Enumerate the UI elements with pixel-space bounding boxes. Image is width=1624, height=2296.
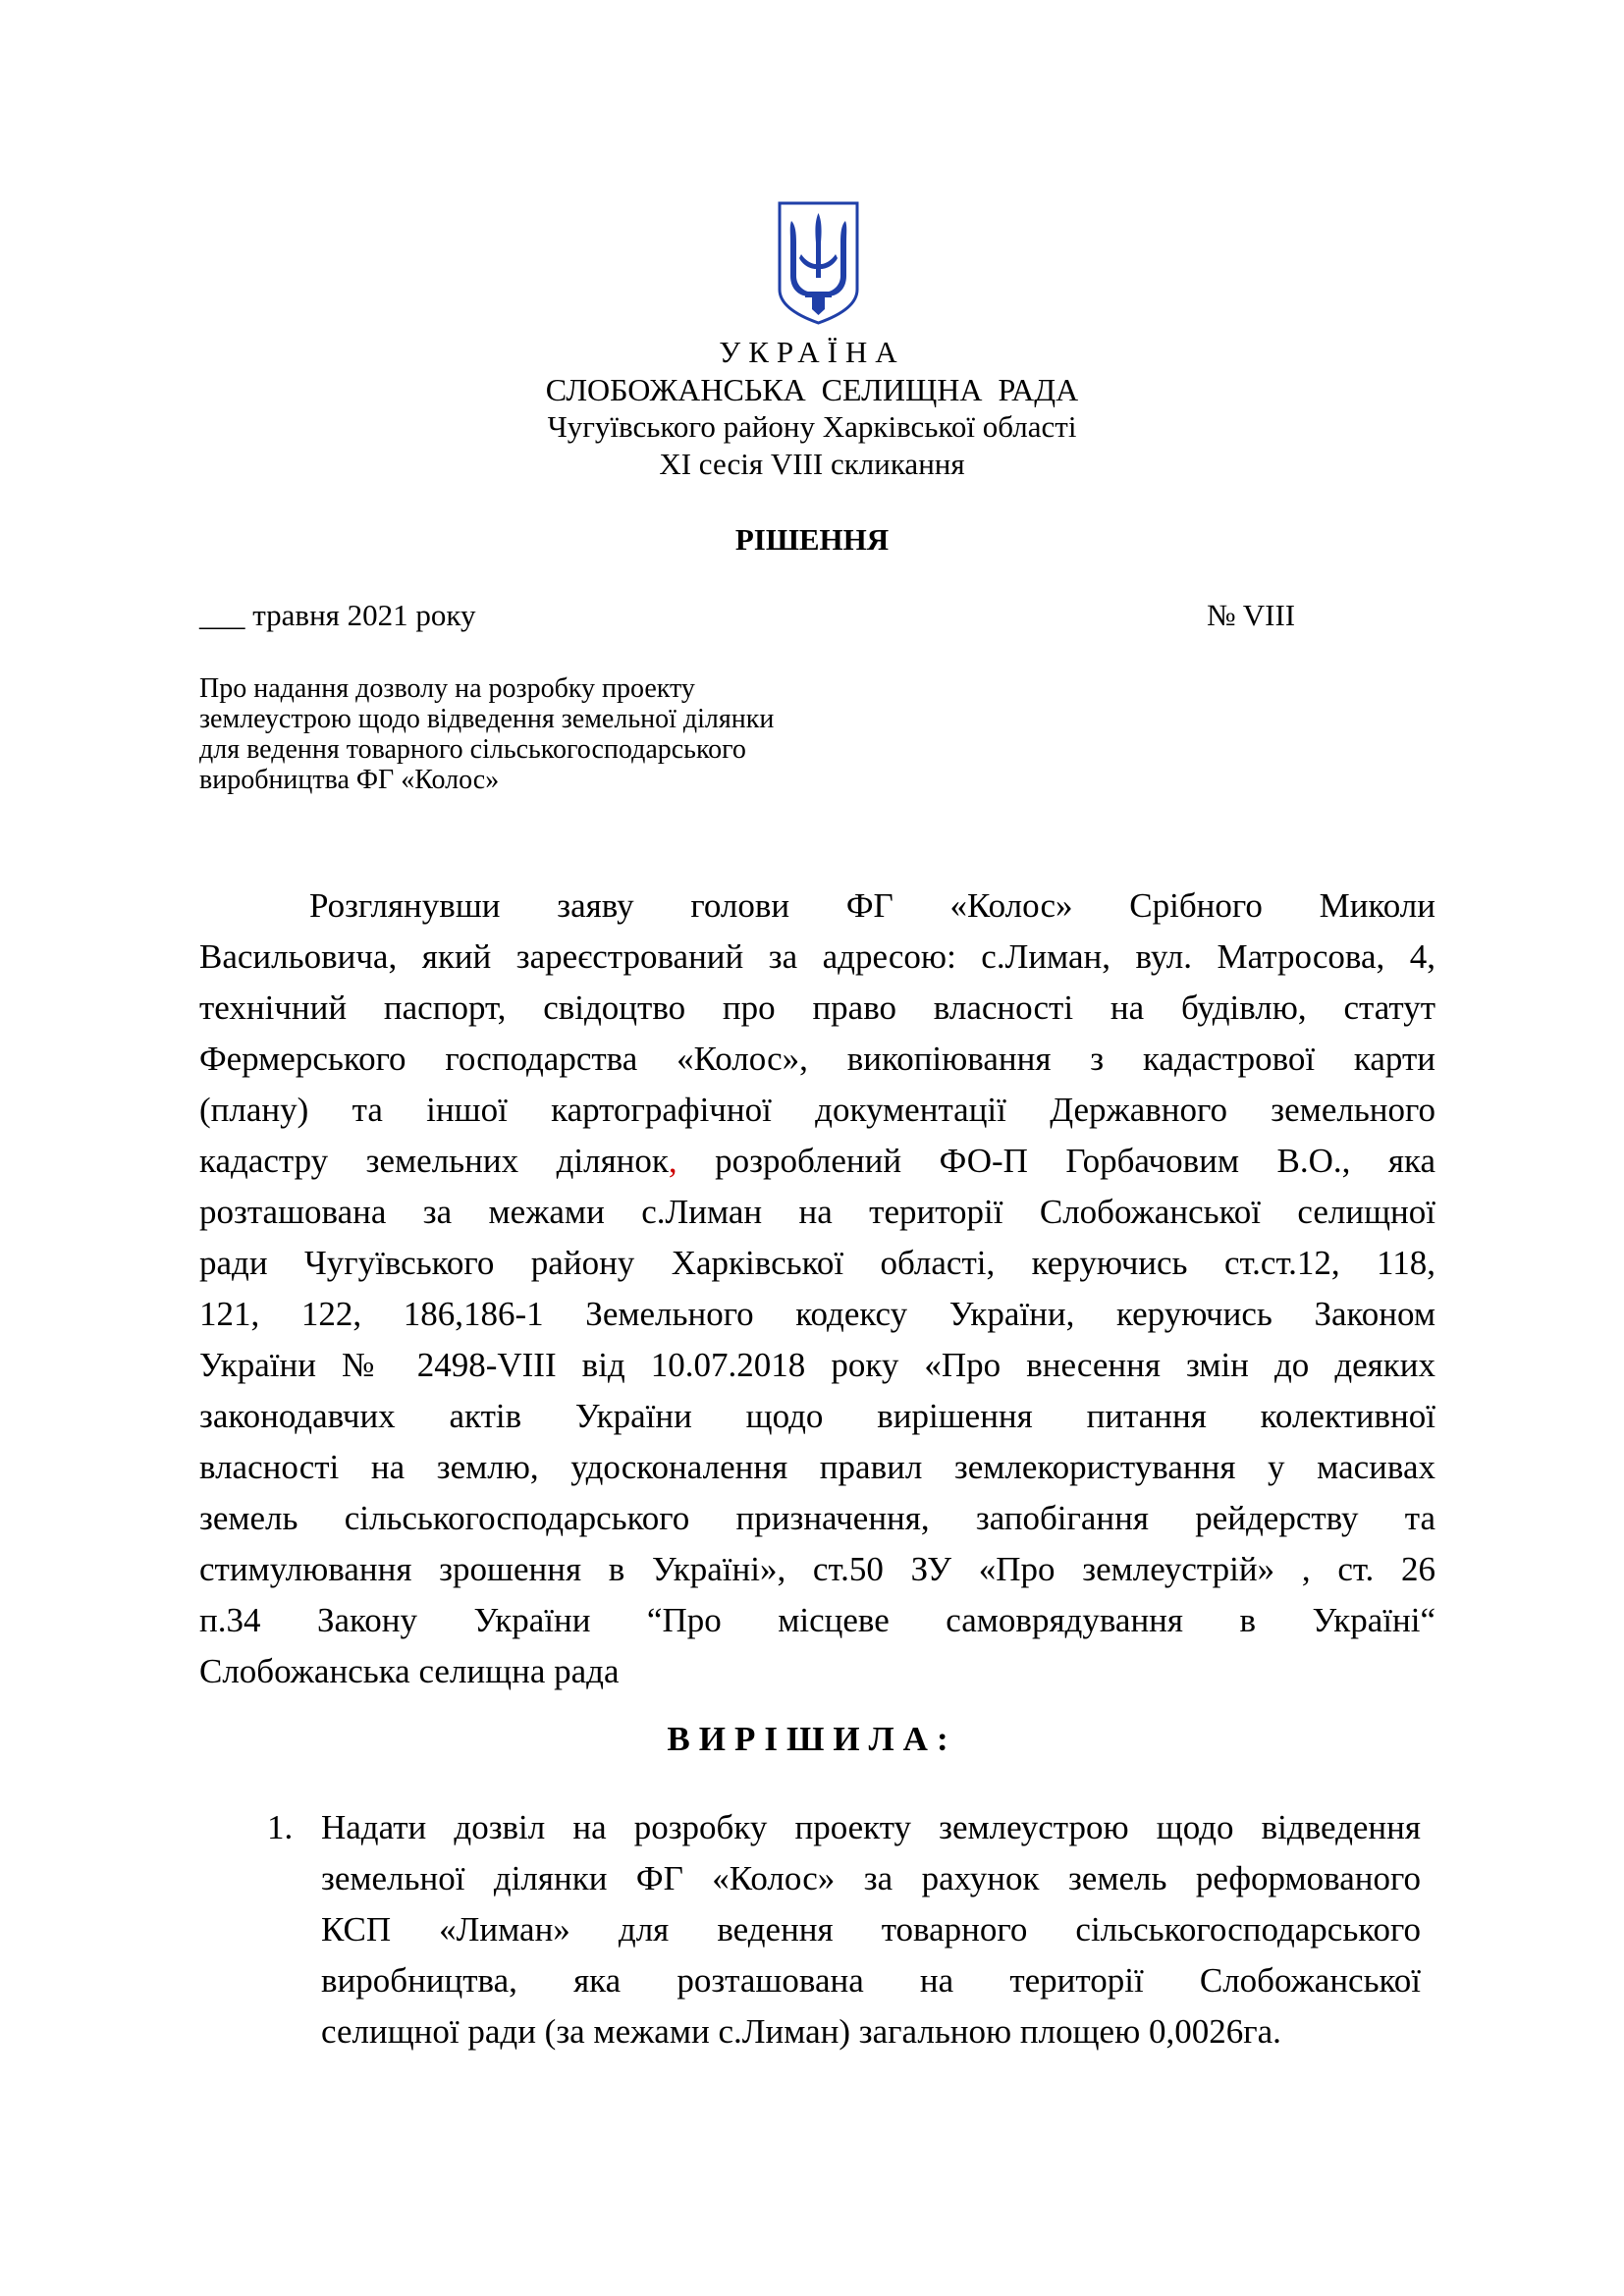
preamble-line: стимулювання зрошення в Україні», ст.50 ЗУ «Про землеустрій» , ст. 26 <box>199 1550 1435 1588</box>
item-line: виробництва, яка розташована на території Слобожанської <box>321 1961 1421 2000</box>
preamble-line: розташована за межами с.Лиман на території Слобожанської селищної <box>199 1193 1435 1231</box>
preamble-fragment: розроблений ФО-П Горбачовим В.О., яка <box>677 1142 1435 1180</box>
item-line: КСП «Лиман» для ведення товарного сільськогосподарського <box>321 1910 1421 1949</box>
decision-date: ___ травня 2021 року <box>199 598 476 632</box>
preamble-line: 121, 122, 186,186-1 Земельного кодексу України, керуючись Законом <box>199 1295 1435 1333</box>
preamble-line: технічний паспорт, свідоцтво про право власності на будівлю, статут <box>199 988 1435 1027</box>
document-header <box>0 334 1624 483</box>
red-comma: , <box>668 1142 677 1180</box>
preamble-line: ради Чугуївського району Харківської області, керуючись ст.ст.12, 118, <box>199 1244 1435 1282</box>
preamble-line: Розглянувши заяву голови ФГ «Колос» Срібного Миколи <box>309 886 1435 925</box>
preamble-line: Фермерського господарства «Колос», викопіювання з кадастрової карти <box>199 1040 1435 1078</box>
preamble-text <box>199 881 1435 1697</box>
preamble-line: Васильовича, який зареєстрований за адресою: с.Лиман, вул. Матросова, 4, <box>199 937 1435 976</box>
council-name: СЛОБОЖАНСЬКА СЕЛИЩНА РАДА <box>545 372 1079 407</box>
item-number: 1. <box>267 1808 294 1846</box>
preamble-fragment: кадастру земельних ділянок <box>199 1142 669 1180</box>
preamble-line: п.34 Закону України “Про місцеве самоврядування в Україні“ <box>199 1601 1435 1639</box>
subject-line: виробництва ФГ «Колос» <box>199 765 500 795</box>
trident-coat-of-arms-icon <box>776 199 861 327</box>
preamble-line <box>199 1136 1435 1187</box>
subject-line: для ведення товарного сільськогосподарського <box>199 734 746 765</box>
subject-line: землеустрою щодо відведення земельної ділянки <box>199 704 775 734</box>
preamble-line: Слобожанська селищна рада <box>199 1652 620 1690</box>
subject-line: Про надання дозволу на розробку проекту <box>199 673 695 704</box>
decision-number: № VIII <box>1207 598 1296 632</box>
country-name: УКРАЇНА <box>719 335 905 369</box>
preamble-line: законодавчих актів України щодо вирішення питання колективної <box>199 1397 1435 1435</box>
preamble-line: власності на землю, удосконалення правил землекористування у масивах <box>199 1448 1435 1486</box>
item-line: земельної ділянки ФГ «Колос» за рахунок земель реформованого <box>321 1859 1421 1897</box>
resolved-heading: ВИРІШИЛА: <box>667 1720 957 1758</box>
decision-subject <box>199 673 906 795</box>
session-info: ХI сесія VIII скликання <box>659 447 965 481</box>
preamble-line: земель сільськогосподарського призначення, запобігання рейдерству та <box>199 1499 1435 1537</box>
decision-title: РІШЕННЯ <box>734 522 890 557</box>
preamble-line: (плану) та іншої картографічної документації Державного земельного <box>199 1091 1435 1129</box>
item-line: селищної ради (за межами с.Лиман) загальною площею 0,0026га. <box>321 2012 1281 2051</box>
item-text <box>321 1802 1421 2057</box>
district-name: Чугуївського району Харківської області <box>547 409 1077 444</box>
preamble-line: України № 2498-VIII від 10.07.2018 року «Про внесення змін до деяких <box>199 1346 1435 1384</box>
item-line: Надати дозвіл на розробку проекту землеустрою щодо відведення <box>321 1808 1421 1846</box>
